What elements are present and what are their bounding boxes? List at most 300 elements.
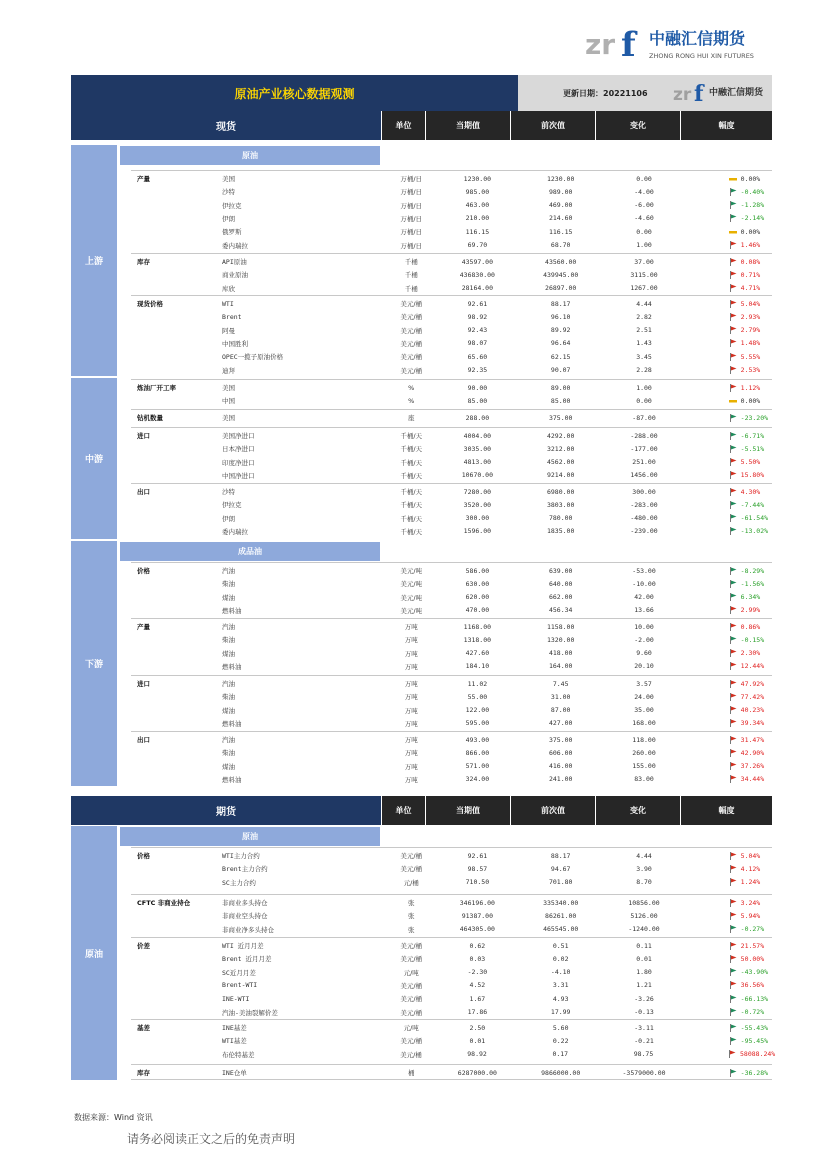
row-unit: 万桶/日 [400, 201, 423, 210]
row-indicator [686, 580, 741, 588]
stage-band-1: 中游 [71, 378, 117, 539]
row-indicator [686, 968, 741, 976]
row-change: -87.00 [632, 413, 656, 422]
flag-icon [729, 623, 737, 631]
row-percent: -55.43% [740, 1023, 769, 1032]
row-name: 中国净进口 [222, 471, 255, 480]
table-row [222, 212, 772, 225]
row-current: 6287000.00 [457, 1068, 497, 1077]
row-unit: 座 [407, 414, 415, 422]
row-indicator [686, 414, 741, 422]
row-previous: 86261.00 [545, 911, 577, 920]
row-previous: 0.02 [552, 954, 569, 963]
row-indicator [686, 649, 741, 657]
row-unit: 美元/桶 [400, 326, 423, 335]
group-divider [131, 170, 772, 171]
flag-icon [729, 284, 737, 292]
row-current: 630.00 [465, 579, 490, 588]
row-unit: 美元/桶 [400, 865, 423, 874]
row-previous: 116.15 [548, 227, 573, 236]
group-divider [131, 894, 772, 895]
table-row [222, 1048, 776, 1061]
table-row [222, 660, 772, 673]
row-indicator [686, 680, 741, 688]
row-current: 1.67 [469, 994, 486, 1003]
row-indicator [686, 942, 741, 950]
flag-icon [729, 188, 737, 196]
row-percent: -0.15% [740, 635, 765, 644]
group-label: 钻机数量 [137, 414, 163, 422]
row-current: 1168.00 [463, 622, 492, 631]
row-change: 13.66 [634, 606, 654, 615]
row-percent: 42.90% [740, 748, 765, 757]
row-change: -283.00 [630, 500, 658, 509]
table-row [222, 394, 772, 407]
row-previous: 780.00 [548, 514, 573, 523]
row-indicator [686, 736, 741, 744]
flag-icon [729, 580, 737, 588]
row-unit: 千桶/天 [400, 432, 423, 440]
row-previous: 701.80 [548, 878, 573, 887]
row-previous: 662.00 [548, 593, 573, 602]
row-current: 92.35 [467, 366, 488, 374]
row-indicator [686, 1008, 741, 1016]
flag-icon [729, 414, 737, 422]
row-unit: 万桶/日 [400, 175, 423, 183]
row-name: WTI主力合约 [222, 852, 260, 860]
group-divider [131, 675, 772, 676]
row-previous: 164.00 [548, 662, 573, 671]
group-label: 价格 [137, 567, 150, 575]
flag-icon [729, 488, 737, 496]
table-row [222, 773, 772, 786]
group-label: 出口 [137, 488, 150, 496]
row-change: 8.70 [636, 878, 652, 887]
row-previous: 465545.00 [543, 925, 579, 934]
row-current: 43597.00 [461, 257, 494, 266]
row-previous: 4562.00 [546, 458, 575, 467]
row-indicator [686, 432, 741, 440]
row-current: 436830.00 [459, 270, 495, 279]
row-previous: 375.00 [548, 413, 573, 422]
row-change: 118.00 [632, 735, 656, 744]
row-percent: -23.20% [740, 413, 769, 422]
row-previous: 606.00 [548, 748, 573, 757]
row-current: 300.00 [465, 514, 490, 523]
row-percent: 0.71% [740, 270, 761, 279]
table-row [222, 297, 772, 310]
row-change: 1.21 [636, 981, 652, 990]
row-unit: 万吨 [404, 736, 418, 744]
row-unit: 万桶/日 [400, 241, 423, 250]
row-percent: 36.56% [740, 981, 765, 990]
row-current: 17.86 [467, 1008, 488, 1016]
group-divider [131, 379, 772, 380]
row-indicator [686, 955, 741, 963]
row-indicator [686, 878, 741, 886]
table-row [222, 1021, 772, 1034]
flat-indicator-icon [729, 228, 737, 236]
row-unit: 万吨 [404, 636, 418, 645]
row-unit: 美元/吨 [400, 606, 423, 615]
table-row [222, 429, 772, 442]
flag-icon [729, 313, 737, 321]
svg-text:zr: zr [585, 28, 616, 61]
row-percent: 47.92% [740, 679, 765, 688]
flag-icon [729, 693, 737, 701]
table-row [222, 952, 772, 965]
row-unit: 美元/吨 [400, 580, 423, 589]
futures-label: 期货 [71, 796, 382, 825]
row-change: 2.28 [636, 366, 652, 374]
row-name: 柴油 [222, 693, 235, 702]
group-label: 基差 [137, 1024, 150, 1032]
row-change: 2.51 [636, 326, 652, 335]
row-unit: 美元/桶 [400, 1050, 422, 1059]
row-percent: -0.27% [740, 925, 765, 934]
row-previous: 0.17 [552, 1050, 569, 1059]
row-unit: 千桶 [404, 258, 418, 266]
table-row [222, 966, 772, 979]
row-change: 260.00 [632, 748, 656, 757]
row-percent: 5.55% [740, 352, 761, 361]
row-indicator [686, 899, 741, 907]
table-row [222, 456, 772, 469]
table-row [222, 746, 772, 759]
row-name: Brent 近月月差 [222, 955, 272, 964]
row-unit: 千桶/天 [400, 527, 423, 536]
row-name: OPEC一揽子原油价格 [222, 353, 284, 362]
table-row [222, 620, 772, 633]
group-divider [131, 483, 772, 484]
table-row [222, 337, 772, 350]
row-indicator [686, 623, 741, 631]
row-indicator [686, 397, 741, 405]
update-date: 更新日期：20221106 [563, 88, 648, 98]
row-previous: 241.00 [548, 775, 573, 784]
row-name: 燃料油 [222, 719, 242, 728]
row-change: -4.60 [634, 214, 654, 223]
row-name: 非商业净多头持仓 [222, 925, 274, 934]
row-percent: 58088.24% [740, 1050, 776, 1059]
row-percent: 0.00% [740, 227, 761, 236]
row-unit: 元/吨 [403, 1024, 419, 1032]
row-indicator [686, 284, 741, 292]
row-name: 伊朗 [222, 514, 235, 523]
row-indicator [686, 501, 741, 509]
table-row [222, 239, 772, 252]
col-previous: 前次值 [511, 796, 596, 825]
row-current: 92.61 [467, 851, 488, 860]
row-change: -480.00 [630, 514, 658, 523]
table-row [222, 172, 772, 185]
flag-icon [729, 366, 737, 374]
row-current: 3520.00 [463, 500, 492, 509]
flag-icon [729, 300, 737, 308]
row-percent: 34.44% [740, 775, 765, 784]
row-indicator [686, 188, 741, 196]
row-unit: 万吨 [404, 762, 418, 771]
row-change: 0.11 [636, 941, 652, 950]
flag-icon [729, 636, 737, 644]
flag-icon [729, 736, 737, 744]
group-divider [131, 409, 772, 410]
col-percent: 幅度 [681, 796, 772, 825]
row-change: 98.75 [633, 1050, 654, 1059]
row-percent: -5.51% [740, 444, 765, 453]
group-divider [131, 847, 772, 848]
row-name: INE-WTI [222, 994, 250, 1003]
row-change: 4.44 [636, 299, 652, 308]
row-indicator [686, 326, 741, 334]
row-name: 迪拜 [222, 366, 235, 375]
row-percent: -66.13% [740, 994, 769, 1003]
flag-icon [729, 514, 737, 522]
row-unit: 万吨 [404, 749, 418, 758]
row-unit: % [408, 396, 415, 405]
row-unit: 万吨 [404, 775, 418, 784]
row-change: -4.00 [634, 187, 654, 196]
row-previous: 469.00 [548, 201, 573, 210]
row-previous: 26897.00 [545, 284, 577, 293]
row-indicator [686, 593, 741, 601]
row-change: 1.00 [636, 241, 652, 249]
flag-icon [728, 1050, 736, 1058]
row-change: 5126.00 [630, 911, 658, 920]
row-percent: -6.71% [740, 431, 765, 440]
table-row [222, 923, 772, 936]
group-label: 价格 [137, 852, 150, 860]
row-percent: 1.12% [740, 383, 761, 392]
flag-icon [729, 968, 737, 976]
row-previous: 639.00 [548, 566, 573, 575]
flag-icon [729, 762, 737, 770]
row-percent: 2.99% [740, 606, 761, 615]
row-name: 俄罗斯 [222, 228, 242, 237]
row-name: 布伦特基差 [222, 1050, 255, 1059]
row-previous: 7.45 [552, 679, 569, 688]
row-percent: 2.93% [740, 312, 761, 321]
row-percent: -7.44% [740, 500, 765, 509]
table-row [222, 442, 772, 455]
table-row [222, 909, 772, 922]
row-previous: 335340.00 [543, 898, 579, 907]
row-name: 美国 [222, 414, 235, 422]
row-indicator [686, 445, 741, 453]
row-indicator [686, 458, 741, 466]
row-percent: 12.44% [740, 662, 765, 671]
table-row [222, 849, 772, 862]
row-unit: 千桶 [404, 284, 418, 293]
row-previous: 89.00 [550, 383, 571, 392]
row-unit: 万吨 [404, 719, 418, 728]
row-unit: 美元/桶 [400, 981, 423, 990]
table-row [222, 268, 772, 281]
table-row [222, 381, 772, 394]
row-indicator [686, 384, 741, 392]
row-current: 0.62 [469, 941, 486, 950]
row-unit: 千桶/天 [400, 514, 423, 523]
row-current: 427.60 [465, 649, 490, 658]
row-name: 沙特 [222, 188, 235, 197]
group-divider [131, 253, 772, 254]
row-unit: 千桶/天 [400, 501, 423, 510]
row-percent: 4.71% [740, 284, 761, 293]
row-unit: 美元/桶 [400, 366, 423, 375]
row-previous: 3803.00 [546, 500, 575, 509]
row-previous: 1230.00 [546, 174, 575, 183]
row-name: 煤油 [222, 649, 235, 658]
row-percent: 0.00% [740, 396, 761, 405]
row-change: 0.00 [636, 174, 652, 183]
table-row [222, 939, 772, 952]
banner-futures-crude: 原油 [120, 827, 380, 846]
data-source: 数据来源：Wind 资讯 [74, 1113, 153, 1122]
row-indicator [686, 313, 741, 321]
row-name: 伊朗 [222, 214, 235, 223]
table-row [222, 604, 772, 617]
row-name: 库欣 [222, 284, 235, 293]
row-change: 2.82 [636, 312, 652, 321]
flag-icon [729, 501, 737, 509]
row-current: 620.00 [465, 593, 490, 602]
row-previous: 43560.00 [545, 257, 577, 266]
row-percent: 21.57% [740, 941, 765, 950]
flag-icon [729, 865, 737, 873]
row-indicator [686, 606, 741, 614]
row-unit: 万吨 [404, 662, 418, 671]
flag-icon [729, 339, 737, 347]
row-indicator [686, 693, 741, 701]
group-divider [131, 1064, 772, 1065]
row-current: 324.00 [465, 775, 490, 784]
row-previous: 640.00 [548, 579, 573, 588]
row-previous: -4.10 [550, 968, 571, 977]
row-current: 65.60 [467, 352, 488, 361]
row-percent: 0.86% [740, 622, 761, 631]
table-row [222, 498, 772, 511]
table-row [222, 350, 772, 363]
row-unit: 元/吨 [403, 968, 419, 977]
row-indicator [686, 300, 741, 308]
flag-icon [729, 981, 737, 989]
row-current: 10670.00 [461, 471, 494, 480]
row-current: 493.00 [465, 735, 490, 744]
row-previous: 4292.00 [546, 431, 575, 440]
row-current: 4.52 [469, 981, 486, 990]
row-percent: 5.50% [740, 458, 761, 467]
row-name: 汽油 [222, 623, 235, 631]
row-unit: 万桶/日 [400, 188, 423, 197]
brand-logo [585, 22, 775, 64]
row-change: -0.13 [634, 1008, 654, 1016]
flag-icon [729, 458, 737, 466]
group-divider [131, 562, 772, 563]
row-percent: 5.94% [740, 911, 761, 920]
flag-icon [729, 445, 737, 453]
row-change: -6.00 [634, 201, 654, 210]
row-indicator [686, 353, 741, 361]
flag-icon [729, 214, 737, 222]
row-indicator [686, 175, 741, 183]
row-current: 92.61 [467, 299, 488, 308]
row-previous: 214.60 [548, 214, 573, 223]
row-previous: 94.67 [550, 864, 571, 873]
row-unit: 万吨 [404, 623, 418, 631]
flag-icon [729, 995, 737, 1003]
row-percent: -43.90% [740, 968, 769, 977]
table-row [222, 469, 772, 482]
table-row [222, 324, 772, 337]
flag-icon [729, 706, 737, 714]
row-change: 20.10 [634, 662, 654, 671]
spot-header [71, 111, 772, 140]
row-name: 美国 [222, 175, 235, 183]
row-name: WTI [222, 299, 234, 308]
row-unit: 美元/桶 [400, 339, 423, 348]
row-change: 1.43 [636, 339, 652, 348]
row-unit: 美元/桶 [400, 1037, 423, 1046]
group-label: 炼油厂开工率 [137, 384, 176, 392]
table-row [222, 862, 772, 875]
row-current: 470.00 [465, 606, 490, 615]
group-divider [131, 937, 772, 938]
stage-band-2: 下游 [71, 541, 117, 786]
row-change: 4.44 [636, 851, 652, 860]
brand-en: ZHONG RONG HUI XIN FUTURES [649, 52, 754, 60]
group-label: 产量 [137, 175, 150, 183]
row-name: 汽油-美油裂解价差 [222, 1008, 278, 1017]
row-unit: 美元/吨 [400, 567, 423, 575]
row-unit: 美元/桶 [400, 1008, 423, 1017]
row-previous: 31.00 [550, 692, 571, 701]
row-change: -177.00 [630, 444, 658, 453]
col-current: 当期值 [426, 111, 511, 140]
flag-icon [729, 955, 737, 963]
group-label: 产量 [137, 623, 150, 631]
row-current: 7280.00 [463, 487, 492, 496]
flat-indicator-icon [729, 175, 737, 183]
row-name: SC主力合约 [222, 878, 256, 887]
row-change: -10.00 [632, 579, 656, 588]
row-current: 98.92 [467, 312, 488, 321]
row-name: 商业原油 [222, 271, 248, 280]
row-name: 燃料油 [222, 606, 242, 615]
row-current: -2.30 [467, 968, 488, 977]
row-percent: 2.79% [740, 326, 761, 335]
row-name: 非商业空头持仓 [222, 912, 268, 921]
row-name: 柴油 [222, 636, 235, 645]
row-unit: 美元/桶 [400, 995, 423, 1004]
row-name: 汽油 [222, 736, 235, 744]
row-indicator [686, 241, 741, 249]
flag-icon [729, 912, 737, 920]
row-name: 柴油 [222, 580, 235, 589]
row-change: -3579000.00 [622, 1068, 666, 1077]
row-percent: 0.08% [740, 257, 761, 266]
brand-name: 中融汇信期货 [649, 29, 746, 48]
table-row [222, 633, 772, 646]
svg-text:f: f [621, 25, 636, 64]
row-percent: 50.00% [740, 954, 765, 963]
row-change: 10.00 [634, 622, 654, 631]
row-previous: 3.31 [552, 981, 569, 990]
row-name: 日本净进口 [222, 445, 255, 454]
row-percent: -0.72% [740, 1008, 765, 1016]
flat-indicator-icon [729, 397, 737, 405]
flag-icon [729, 925, 737, 933]
row-change: 35.00 [634, 706, 654, 715]
